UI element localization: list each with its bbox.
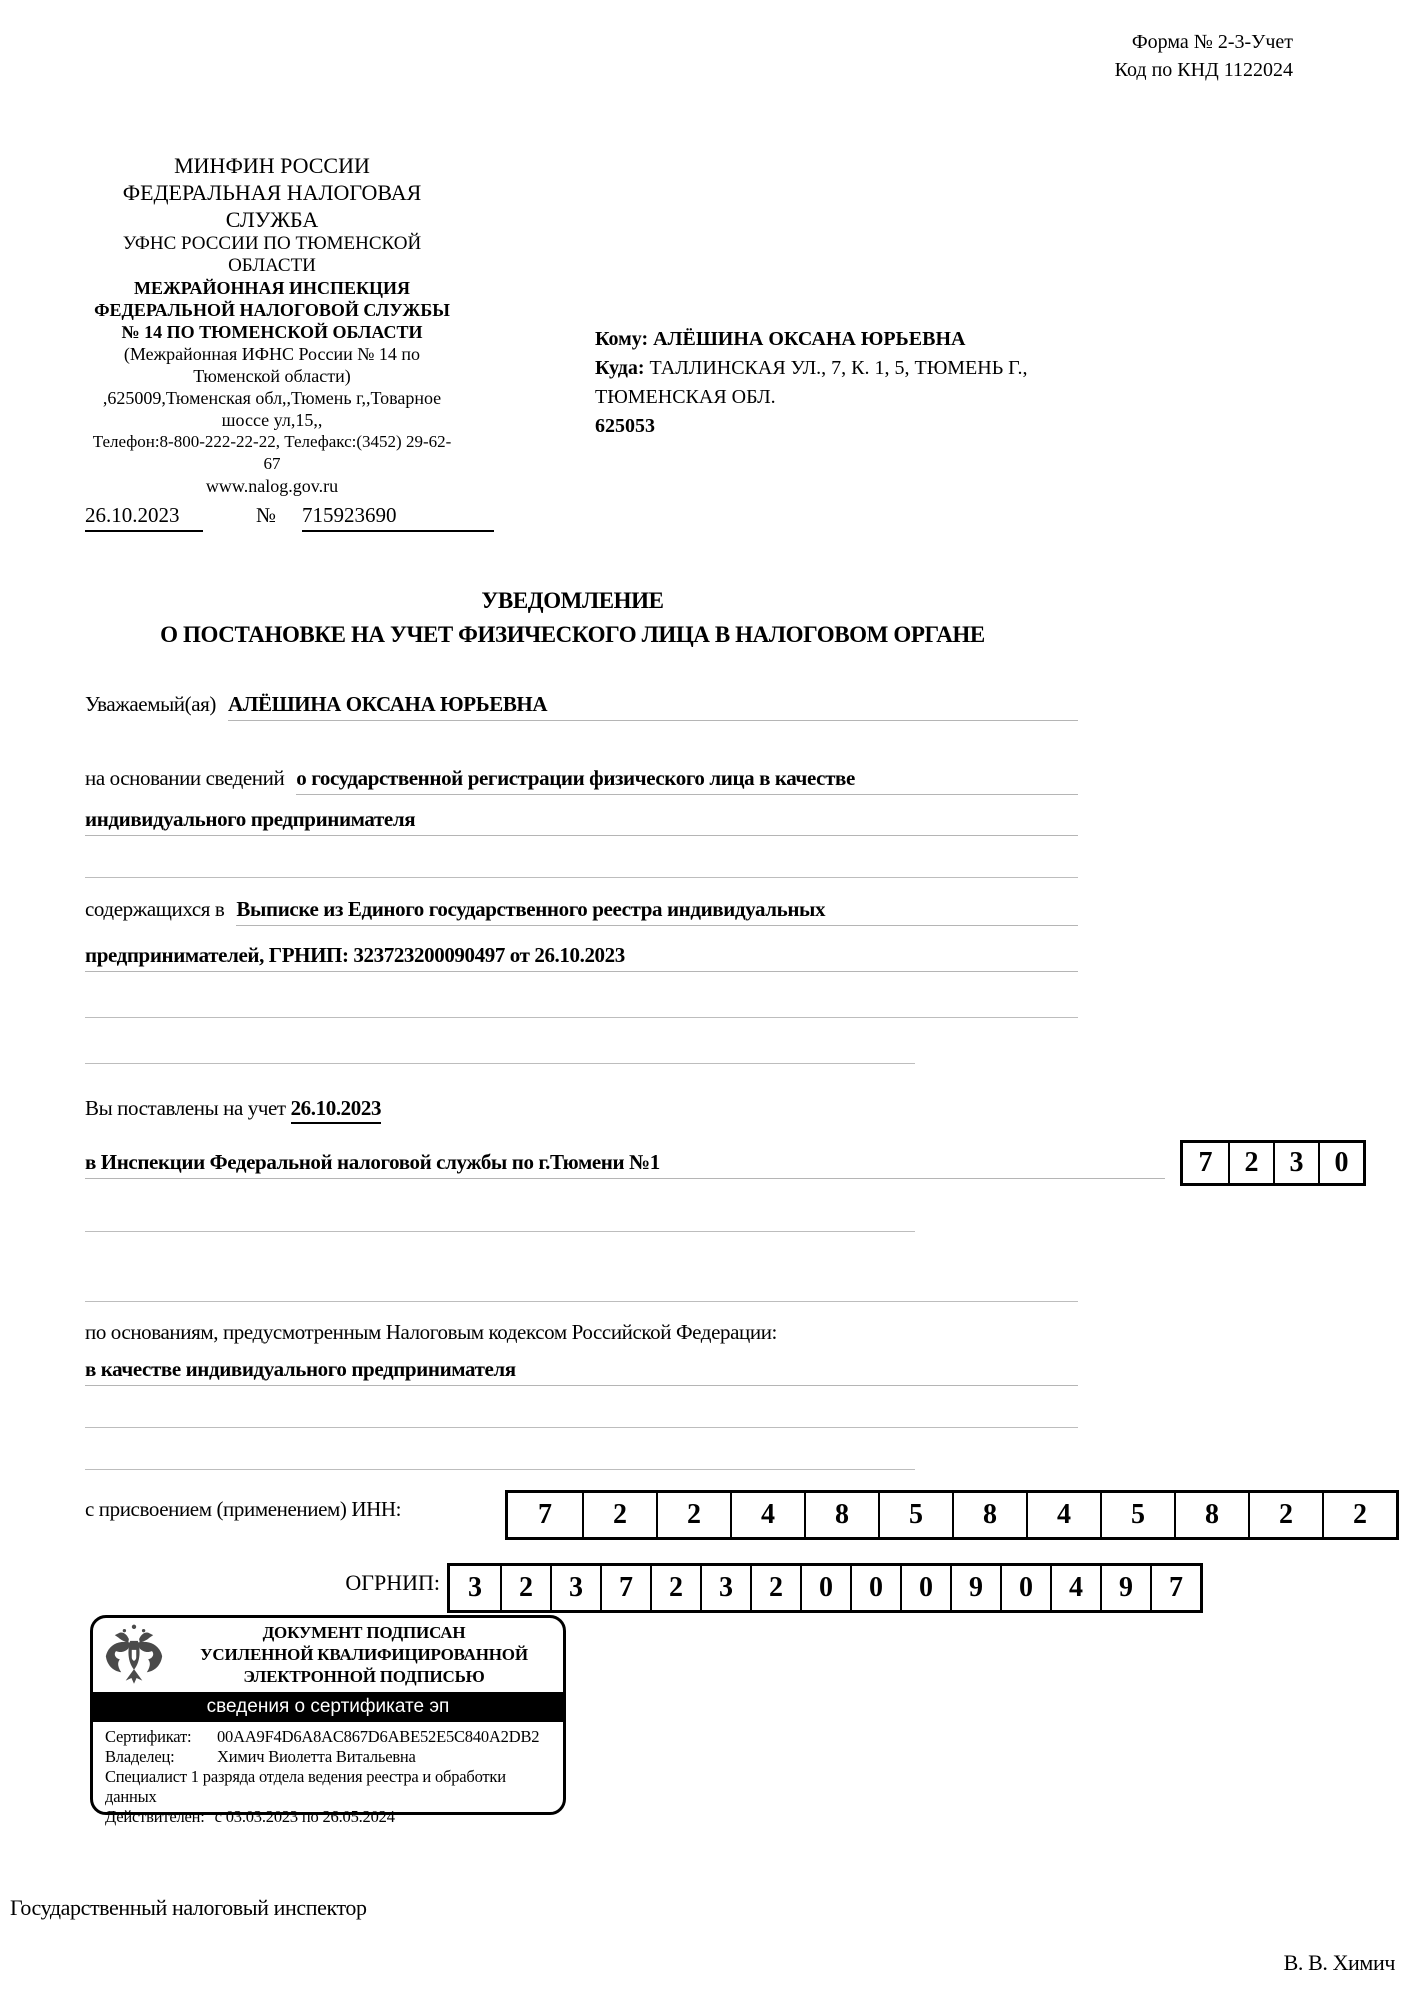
inn-digit: 2 xyxy=(656,1493,730,1537)
document-number: 715923690 xyxy=(302,503,494,532)
validity-value: с 03.03.2023 по 26.05.2024 xyxy=(214,1807,395,1826)
recipient-where-label: Куда: xyxy=(595,357,645,379)
recipient-postcode: 625053 xyxy=(595,415,655,437)
inspector-position: Государственный налоговый инспектор xyxy=(10,1895,367,1920)
ogrnip-digit: 0 xyxy=(1000,1566,1050,1610)
validity-label: Действителен: xyxy=(105,1807,205,1826)
inn-digit: 5 xyxy=(878,1493,952,1537)
certificate-row xyxy=(105,1727,553,1747)
recipient-where-line xyxy=(595,354,1075,412)
stamp-header xyxy=(93,1618,563,1692)
recipient-to-line xyxy=(595,325,1075,354)
basis-value-2: индивидуального предпринимателя xyxy=(85,807,1078,836)
recipient-address: ТАЛЛИНСКАЯ УЛ., 7, К. 1, 5, ТЮМЕНЬ Г., ТЮМЕНСКАЯ ОБЛ. xyxy=(595,357,1028,408)
document-date: 26.10.2023 xyxy=(85,503,203,532)
stamp-title-line-3: ЭЛЕКТРОННОЙ ПОДПИСЬЮ xyxy=(243,1666,485,1686)
stamp-title xyxy=(175,1622,563,1687)
inn-digit: 8 xyxy=(952,1493,1026,1537)
ogrnip-digit: 4 xyxy=(1050,1566,1100,1610)
ogrnip-digit: 9 xyxy=(950,1566,1000,1610)
certificate-label: Сертификат: xyxy=(105,1727,192,1746)
contained-value-1: Выписке из Единого государственного реестра индивидуальных xyxy=(236,897,1078,926)
basis-label: на основании сведений xyxy=(85,766,285,790)
sender-inspection-short: (Межрайонная ИФНС России № 14 по Тюменской области) xyxy=(123,344,421,386)
sender-fns: ФЕДЕРАЛЬНАЯ НАЛОГОВАЯ СЛУЖБА xyxy=(122,180,422,232)
ogrnip-digit: 7 xyxy=(1150,1566,1200,1610)
salutation-value: АЛЁШИНА ОКСАНА ЮРЬЕВНА xyxy=(228,692,1078,721)
contained-value-2: предпринимателей, ГРНИП: 323723200090497 от 26.10.2023 xyxy=(85,943,1078,972)
ogrnip-digit: 3 xyxy=(468,1572,482,1603)
blank-field-line xyxy=(85,998,1078,1018)
grounds-label: по основаниям, предусмотренным Налоговым кодексом Российской Федерации: xyxy=(85,1320,777,1344)
salutation-row xyxy=(85,692,1078,721)
blank-field-line xyxy=(85,1282,1078,1302)
ogrnip-digit: 2 xyxy=(650,1566,700,1610)
signature-stamp xyxy=(90,1615,566,1826)
inn-digit: 5 xyxy=(1100,1493,1174,1537)
inn-digit: 8 xyxy=(1174,1493,1248,1537)
blank-field-line xyxy=(85,1212,915,1232)
registered-label: Вы поставлены на учет xyxy=(85,1096,286,1120)
owner-value: Химич Виолетта Витальевна xyxy=(217,1747,416,1766)
knd-code: Код по КНД 1122024 xyxy=(1114,59,1293,81)
code-digit: 0 xyxy=(1318,1143,1363,1183)
certificate-info-bar: сведения о сертификате эп xyxy=(93,1692,563,1722)
stamp-title-line-1: ДОКУМЕНТ ПОДПИСАН xyxy=(262,1623,466,1643)
recipient-block xyxy=(595,325,1075,441)
basis-row xyxy=(85,766,1078,795)
code-digit: 7 xyxy=(1198,1147,1213,1178)
ogrnip-digit: 2 xyxy=(750,1566,800,1610)
sender-minfin: МИНФИН РОССИИ xyxy=(174,153,370,178)
ogrnip-digit: 0 xyxy=(850,1566,900,1610)
contained-label: содержащихся в xyxy=(85,897,225,921)
sender-address: ,625009,Тюменская обл,,Тюмень г,,Товарное шоссе ул,15,, xyxy=(102,388,442,430)
owner-row xyxy=(105,1747,553,1767)
sender-inspection: МЕЖРАЙОННАЯ ИНСПЕКЦИЯ ФЕДЕРАЛЬНОЙ НАЛОГОВОЙ СЛУЖБЫ № 14 ПО ТЮМЕНСКОЙ ОБЛАСТИ xyxy=(94,278,450,342)
inn-digit: 2 xyxy=(1248,1493,1322,1537)
sender-block xyxy=(85,152,459,497)
registered-row xyxy=(85,1096,381,1121)
inn-digit: 8 xyxy=(804,1493,878,1537)
ogrnip-digit: 0 xyxy=(900,1566,950,1610)
form-info xyxy=(1000,28,1293,84)
owner-position: Специалист 1 разряда отдела ведения реестра и обработки данных xyxy=(105,1767,506,1806)
inn-boxes xyxy=(505,1490,1399,1540)
sender-website: www.nalog.gov.ru xyxy=(205,476,339,496)
stamp-title-line-2: УСИЛЕННОЙ КВАЛИФИЦИРОВАННОЙ xyxy=(200,1645,528,1665)
blank-field-line xyxy=(85,1450,915,1470)
inn-digit: 2 xyxy=(582,1493,656,1537)
recipient-name: АЛЁШИНА ОКСАНА ЮРЬЕВНА xyxy=(653,328,966,350)
ogrnip-boxes xyxy=(447,1563,1203,1613)
inn-digit: 2 xyxy=(1322,1493,1396,1537)
ogrnip-digit: 9 xyxy=(1100,1566,1150,1610)
registered-date: 26.10.2023 xyxy=(291,1096,382,1124)
coat-of-arms-icon xyxy=(93,1621,175,1689)
code-digit: 3 xyxy=(1273,1143,1318,1183)
inspector-name: В. В. Химич xyxy=(1283,1950,1395,1975)
inspection-value: в Инспекции Федеральной налоговой службы по г.Тюмени №1 xyxy=(85,1150,1165,1179)
ogrnip-label: ОГРНИП: xyxy=(345,1570,440,1595)
inn-label: с присвоением (применением) ИНН: xyxy=(85,1497,402,1521)
certificate-value: 00AA9F4D6A8AC867D6ABE52E5C840A2DB2 xyxy=(217,1727,540,1746)
certificate-details xyxy=(93,1722,563,1827)
ogrnip-digit: 7 xyxy=(600,1566,650,1610)
recipient-to-label: Кому: xyxy=(595,328,649,350)
blank-field-line xyxy=(85,858,1078,878)
ogrnip-digit: 0 xyxy=(800,1566,850,1610)
owner-label: Владелец: xyxy=(105,1747,175,1766)
sender-ufns: УФНС РОССИИ ПО ТЮМЕНСКОЙ ОБЛАСТИ xyxy=(122,233,422,276)
contained-row xyxy=(85,897,1078,926)
number-sign: № xyxy=(256,503,277,527)
code-digit: 2 xyxy=(1228,1143,1273,1183)
ogrnip-digit: 2 xyxy=(500,1566,550,1610)
sender-phone: Телефон:8-800-222-22-22, Телефакс:(3452) 29-62-67 xyxy=(92,432,452,473)
inn-digit: 7 xyxy=(538,1499,552,1530)
grounds-value: в качестве индивидуального предпринимателя xyxy=(85,1357,1078,1386)
salutation-label: Уважаемый(ая) xyxy=(85,692,217,716)
inn-digit: 4 xyxy=(730,1493,804,1537)
basis-value-1: о государственной регистрации физического лица в качестве xyxy=(296,766,1078,795)
ogrnip-digit: 3 xyxy=(550,1566,600,1610)
ogrnip-digit: 3 xyxy=(700,1566,750,1610)
inspection-code-boxes xyxy=(1180,1140,1366,1186)
validity-row xyxy=(105,1807,553,1827)
title-line-2: О ПОСТАНОВКЕ НА УЧЕТ ФИЗИЧЕСКОГО ЛИЦА В НАЛОГОВОМ ОРГАНЕ xyxy=(160,622,985,647)
blank-field-line xyxy=(85,1408,1078,1428)
form-number: Форма № 2-3-Учет xyxy=(1131,31,1293,53)
title-line-1: УВЕДОМЛЕНИЕ xyxy=(481,588,664,613)
document-title xyxy=(85,584,1060,652)
inn-digit: 4 xyxy=(1026,1493,1100,1537)
blank-field-line xyxy=(85,1044,915,1064)
